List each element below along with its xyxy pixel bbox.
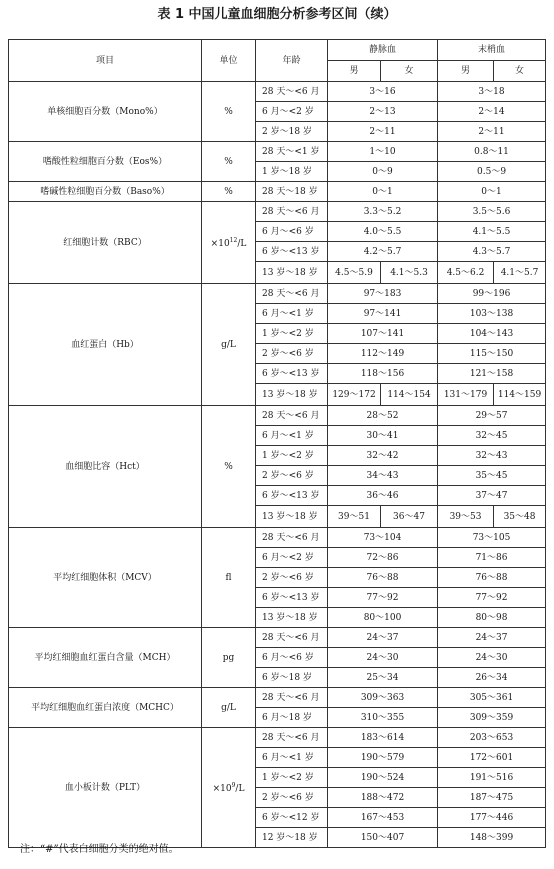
venous-value: 73～104 (328, 528, 438, 548)
age-range: 2 岁～<6 岁 (256, 344, 328, 364)
age-range: 6 月～<1 岁 (256, 426, 328, 446)
table-row (9, 628, 546, 648)
unit-text: g/L (221, 339, 236, 350)
table-row (9, 202, 546, 222)
capillary-value: 32～43 (438, 446, 546, 466)
capillary-value: 115～150 (438, 344, 546, 364)
reference-interval-table (8, 39, 546, 848)
capillary-value: 77～92 (438, 588, 546, 608)
age-range: 6 月～<2 岁 (256, 548, 328, 568)
capillary-value: 3.5～5.6 (438, 202, 546, 222)
item-name: 血红蛋白（Hb） (9, 284, 202, 406)
capillary-value: 0.5～9 (438, 162, 546, 182)
unit-text: % (224, 106, 233, 117)
age-range: 6 月～<6 岁 (256, 222, 328, 242)
unit-text: % (224, 156, 233, 167)
age-range: 1 岁～<2 岁 (256, 768, 328, 788)
age-range: 6 岁～18 岁 (256, 668, 328, 688)
age-range: 28 天～<6 月 (256, 688, 328, 708)
table-title: 表 1 中国儿童血细胞分析参考区间（续） (157, 7, 397, 22)
age-range: 1 岁～<2 岁 (256, 324, 328, 344)
unit-text: g/L (221, 702, 236, 713)
capillary-value: 0～1 (438, 182, 546, 202)
age-range: 6 岁～<13 岁 (256, 242, 328, 262)
venous-female-value: 36～47 (381, 506, 438, 528)
unit-cell (202, 628, 256, 688)
unit-suffix: /L (237, 239, 247, 249)
venous-value: 1～10 (328, 142, 438, 162)
venous-value: 80～100 (328, 608, 438, 628)
unit-exponent: 9 (231, 782, 236, 789)
venous-value: 77～92 (328, 588, 438, 608)
venous-male-value: 4.5～5.9 (328, 262, 381, 284)
item-name: 嗜酸性粒细胞百分数（Eos%） (9, 142, 202, 182)
venous-value: 24～30 (328, 648, 438, 668)
age-range: 1 岁～<2 岁 (256, 446, 328, 466)
venous-value: 28～52 (328, 406, 438, 426)
footnote: 注：“#”代表白细胞分类的绝对值。 (20, 844, 179, 855)
venous-male-value: 39～51 (328, 506, 381, 528)
header-item: 项目 (9, 40, 202, 82)
venous-value: 25～34 (328, 668, 438, 688)
table-row (9, 284, 546, 304)
venous-female-value: 4.1～5.3 (381, 262, 438, 284)
age-range: 2 岁～<6 岁 (256, 466, 328, 486)
age-range: 13 岁～18 岁 (256, 608, 328, 628)
capillary-value: 37～47 (438, 486, 546, 506)
item-name: 嗜碱性粒细胞百分数（Baso%） (9, 182, 202, 202)
age-range: 28 天～<6 月 (256, 528, 328, 548)
table-row (9, 82, 546, 102)
capillary-value: 191～516 (438, 768, 546, 788)
unit-cell (202, 528, 256, 628)
capillary-value: 103～138 (438, 304, 546, 324)
venous-value: 76～88 (328, 568, 438, 588)
unit-cell (202, 82, 256, 142)
table-row (9, 182, 546, 202)
capillary-value: 187～475 (438, 788, 546, 808)
capillary-value: 29～57 (438, 406, 546, 426)
venous-value: 183～614 (328, 728, 438, 748)
capillary-value: 172～601 (438, 748, 546, 768)
table-row (9, 406, 546, 426)
age-range: 2 岁～18 岁 (256, 122, 328, 142)
age-range: 13 岁～18 岁 (256, 506, 328, 528)
capillary-value: 4.3～5.7 (438, 242, 546, 262)
capillary-value: 121～158 (438, 364, 546, 384)
header-venous-female: 女 (381, 61, 438, 82)
age-range: 28 天～<6 月 (256, 202, 328, 222)
age-range: 6 岁～<13 岁 (256, 486, 328, 506)
unit-cell (202, 406, 256, 528)
age-range: 28 天～<6 月 (256, 728, 328, 748)
age-range: 28 天～18 岁 (256, 182, 328, 202)
capillary-value: 3～18 (438, 82, 546, 102)
venous-value: 309～363 (328, 688, 438, 708)
venous-value: 150～407 (328, 828, 438, 848)
venous-value: 310～355 (328, 708, 438, 728)
capillary-value: 99～196 (438, 284, 546, 304)
header-capillary-male: 男 (438, 61, 494, 82)
venous-value: 24～37 (328, 628, 438, 648)
venous-value: 107～141 (328, 324, 438, 344)
age-range: 1 岁～18 岁 (256, 162, 328, 182)
age-range: 2 岁～<6 岁 (256, 788, 328, 808)
header-venous-male: 男 (328, 61, 381, 82)
age-range: 6 岁～<13 岁 (256, 364, 328, 384)
capillary-value: 32～45 (438, 426, 546, 446)
unit-text: fl (225, 572, 232, 583)
capillary-female-value: 4.1～5.7 (494, 262, 546, 284)
venous-value: 0～1 (328, 182, 438, 202)
venous-male-value: 129～172 (328, 384, 381, 406)
header-unit: 单位 (202, 40, 256, 82)
capillary-value: 26～34 (438, 668, 546, 688)
unit-cell (202, 202, 256, 284)
venous-value: 167～453 (328, 808, 438, 828)
venous-value: 118～156 (328, 364, 438, 384)
venous-value: 30～41 (328, 426, 438, 446)
capillary-value: 4.1～5.5 (438, 222, 546, 242)
capillary-male-value: 4.5～6.2 (438, 262, 494, 284)
venous-female-value: 114～154 (381, 384, 438, 406)
age-range: 28 天～<6 月 (256, 82, 328, 102)
venous-value: 112～149 (328, 344, 438, 364)
item-name: 平均红细胞血红蛋白含量（MCH） (9, 628, 202, 688)
unit-suffix: /L (235, 784, 245, 794)
venous-value: 3～16 (328, 82, 438, 102)
age-range: 6 月～<1 岁 (256, 748, 328, 768)
age-range: 6 岁～<13 岁 (256, 588, 328, 608)
item-name: 红细胞计数（RBC） (9, 202, 202, 284)
capillary-male-value: 131～179 (438, 384, 494, 406)
venous-value: 190～524 (328, 768, 438, 788)
age-range: 6 月～<1 岁 (256, 304, 328, 324)
unit-text: % (224, 186, 233, 197)
venous-value: 3.3～5.2 (328, 202, 438, 222)
venous-value: 4.0～5.5 (328, 222, 438, 242)
age-range: 13 岁～18 岁 (256, 384, 328, 406)
age-range: 28 天～<6 月 (256, 628, 328, 648)
unit-text: ×10 (212, 784, 232, 794)
capillary-value: 24～30 (438, 648, 546, 668)
capillary-value: 35～45 (438, 466, 546, 486)
unit-text: ×10 (210, 239, 230, 249)
unit-cell (202, 728, 256, 848)
unit-cell (202, 182, 256, 202)
age-range: 6 月～<6 岁 (256, 648, 328, 668)
capillary-value: 148～399 (438, 828, 546, 848)
header-venous-blood: 静脉血 (328, 40, 438, 61)
unit-text: pg (222, 652, 235, 663)
item-name: 平均红细胞血红蛋白浓度（MCHC） (9, 688, 202, 728)
venous-value: 2～13 (328, 102, 438, 122)
capillary-value: 104～143 (438, 324, 546, 344)
venous-value: 2～11 (328, 122, 438, 142)
unit-cell (202, 142, 256, 182)
venous-value: 97～141 (328, 304, 438, 324)
venous-value: 72～86 (328, 548, 438, 568)
capillary-female-value: 114～159 (494, 384, 546, 406)
item-name: 单核细胞百分数（Mono%） (9, 82, 202, 142)
capillary-female-value: 35～48 (494, 506, 546, 528)
capillary-value: 2～14 (438, 102, 546, 122)
venous-value: 190～579 (328, 748, 438, 768)
capillary-value: 80～98 (438, 608, 546, 628)
header-row-1 (9, 40, 546, 61)
table-row (9, 688, 546, 708)
venous-value: 4.2～5.7 (328, 242, 438, 262)
capillary-value: 305～361 (438, 688, 546, 708)
header-capillary-blood: 末梢血 (438, 40, 546, 61)
header-age: 年龄 (256, 40, 328, 82)
table-row (9, 728, 546, 748)
unit-exponent: 12 (229, 237, 238, 244)
table-row (9, 528, 546, 548)
item-name: 血小板计数（PLT） (9, 728, 202, 848)
unit-text: % (224, 461, 233, 472)
capillary-male-value: 39～53 (438, 506, 494, 528)
unit-cell (202, 284, 256, 406)
unit-cell (202, 688, 256, 728)
age-range: 12 岁～18 岁 (256, 828, 328, 848)
capillary-value: 73～105 (438, 528, 546, 548)
item-name: 平均红细胞体积（MCV） (9, 528, 202, 628)
capillary-value: 203～653 (438, 728, 546, 748)
venous-value: 188～472 (328, 788, 438, 808)
capillary-value: 76～88 (438, 568, 546, 588)
capillary-value: 309～359 (438, 708, 546, 728)
venous-value: 32～42 (328, 446, 438, 466)
venous-value: 0～9 (328, 162, 438, 182)
age-range: 6 月～18 岁 (256, 708, 328, 728)
header-capillary-female: 女 (494, 61, 546, 82)
age-range: 28 天～<6 月 (256, 284, 328, 304)
venous-value: 36～46 (328, 486, 438, 506)
capillary-value: 177～446 (438, 808, 546, 828)
capillary-value: 24～37 (438, 628, 546, 648)
age-range: 13 岁～18 岁 (256, 262, 328, 284)
age-range: 6 月～<2 岁 (256, 102, 328, 122)
age-range: 28 天～<1 岁 (256, 142, 328, 162)
age-range: 6 岁～<12 岁 (256, 808, 328, 828)
age-range: 28 天～<6 月 (256, 406, 328, 426)
capillary-value: 2～11 (438, 122, 546, 142)
capillary-value: 0.8～11 (438, 142, 546, 162)
item-name: 血细胞比容（Hct） (9, 406, 202, 528)
capillary-value: 71～86 (438, 548, 546, 568)
table-row (9, 142, 546, 162)
table-body (9, 40, 546, 848)
venous-value: 97～183 (328, 284, 438, 304)
venous-value: 34～43 (328, 466, 438, 486)
age-range: 2 岁～<6 岁 (256, 568, 328, 588)
